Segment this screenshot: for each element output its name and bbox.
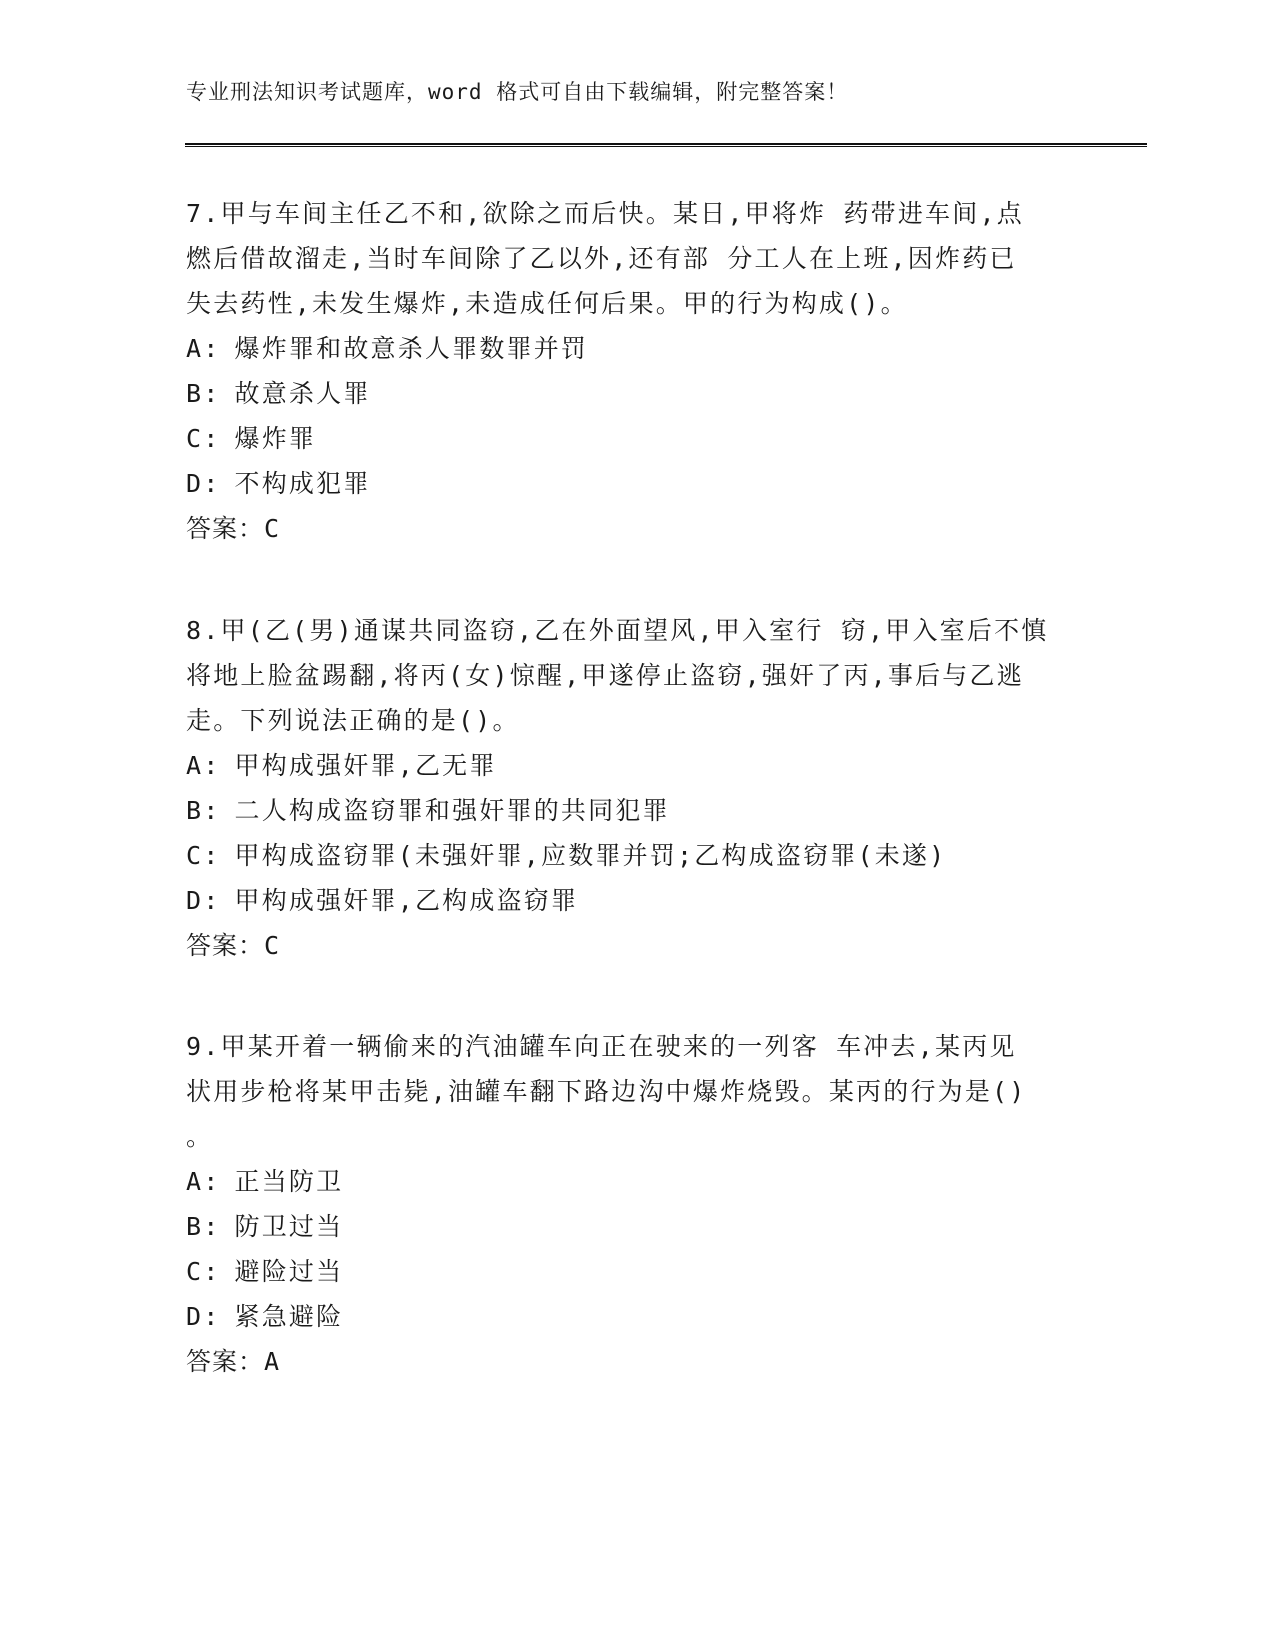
question-stem-line: 将地上脸盆踢翻,将丙(女)惊醒,甲遂停止盗窃,强奸了丙,事后与乙逃	[186, 661, 1024, 690]
option-d	[186, 461, 1086, 506]
question-stem-line: 失去药性,未发生爆炸,未造成任何后果。甲的行为构成()。	[186, 289, 908, 318]
answer	[186, 923, 1086, 968]
option-letter: A:	[186, 1167, 221, 1196]
option-letter: A:	[186, 334, 221, 363]
header-text: 专业刑法知识考试题库，word 格式可自由下载编辑，附完整答案！	[186, 80, 849, 104]
question-stem-line: 7.甲与车间主任乙不和,欲除之而后快。某日,甲将炸 药带进车间,点	[186, 199, 1024, 228]
option-text: 甲构成强奸罪,乙无罪	[234, 751, 497, 780]
option-text: 紧急避险	[234, 1302, 344, 1331]
option-letter: B:	[186, 1212, 221, 1241]
answer-label: 答案：	[186, 931, 265, 960]
option-letter: C:	[186, 424, 221, 453]
option-letter: D:	[186, 1302, 221, 1331]
option-d	[186, 878, 1086, 923]
answer-value: A	[264, 1347, 280, 1376]
option-text: 防卫过当	[234, 1212, 344, 1241]
option-text: 故意杀人罪	[234, 379, 371, 408]
option-a	[186, 326, 1086, 371]
option-c	[186, 416, 1086, 461]
option-d	[186, 1294, 1086, 1339]
option-a	[186, 743, 1086, 788]
option-b	[186, 1204, 1086, 1249]
option-c	[186, 1249, 1086, 1294]
option-letter: C:	[186, 841, 221, 870]
question-stem-line: 燃后借故溜走,当时车间除了乙以外,还有部 分工人在上班,因炸药已	[186, 244, 1017, 273]
option-text: 不构成犯罪	[234, 469, 371, 498]
question-8	[186, 608, 1086, 968]
option-a	[186, 1159, 1086, 1204]
answer-label: 答案：	[186, 1347, 265, 1376]
option-text: 甲构成盗窃罪(未强奸罪,应数罪并罚;乙构成盗窃罪(未遂)	[234, 841, 947, 870]
option-b	[186, 788, 1086, 833]
option-text: 爆炸罪	[234, 424, 317, 453]
answer-value: C	[264, 514, 280, 543]
answer	[186, 506, 1086, 551]
option-text: 避险过当	[234, 1257, 344, 1286]
question-stem-line: 走。下列说法正确的是()。	[186, 706, 520, 735]
option-letter: A:	[186, 751, 221, 780]
option-letter: B:	[186, 796, 221, 825]
question-stem-line: 9.甲某开着一辆偷来的汽油罐车向正在驶来的一列客 车冲去,某丙见	[186, 1032, 1017, 1061]
option-letter: B:	[186, 379, 221, 408]
answer-value: C	[264, 931, 280, 960]
option-text: 甲构成强奸罪,乙构成盗窃罪	[234, 886, 579, 915]
answer	[186, 1339, 1086, 1384]
option-letter: D:	[186, 886, 221, 915]
header-divider	[185, 143, 1147, 147]
question-stem-line: 状用步枪将某甲击毙,油罐车翻下路边沟中爆炸烧毁。某丙的行为是()	[186, 1077, 1027, 1106]
question-stem-line: 。	[186, 1122, 214, 1151]
option-b	[186, 371, 1086, 416]
option-letter: C:	[186, 1257, 221, 1286]
answer-label: 答案：	[186, 514, 265, 543]
option-letter: D:	[186, 469, 221, 498]
option-text: 爆炸罪和故意杀人罪数罪并罚	[234, 334, 589, 363]
option-text: 正当防卫	[234, 1167, 344, 1196]
option-c	[186, 833, 1086, 878]
question-9	[186, 1024, 1086, 1384]
option-text: 二人构成盗窃罪和强奸罪的共同犯罪	[234, 796, 670, 825]
question-stem-line: 8.甲(乙(男)通谋共同盗窃,乙在外面望风,甲入室行 窃,甲入室后不慎	[186, 616, 1049, 645]
question-7	[186, 191, 1086, 551]
